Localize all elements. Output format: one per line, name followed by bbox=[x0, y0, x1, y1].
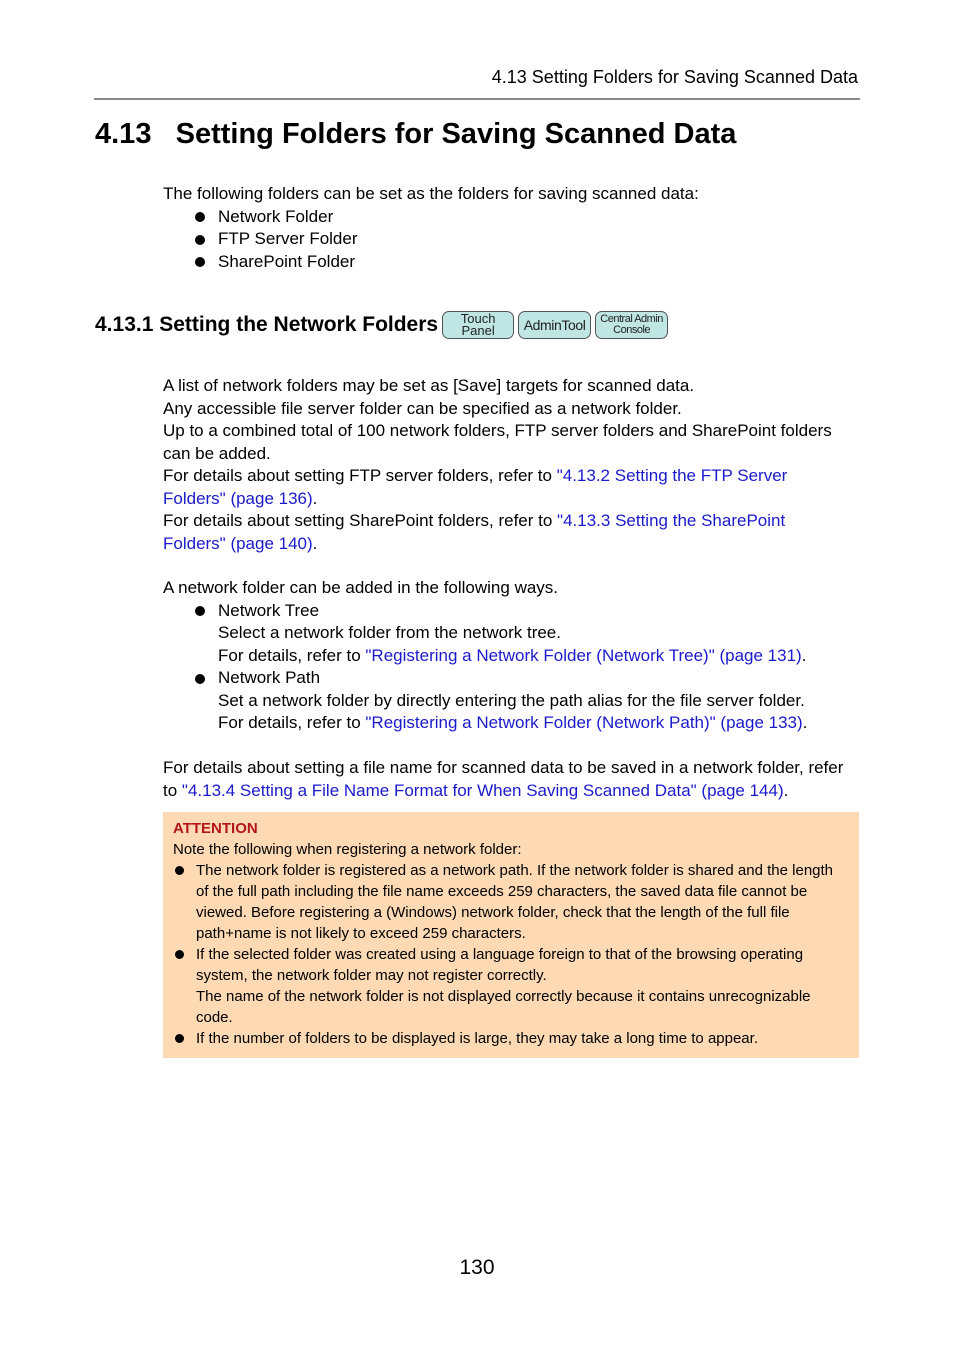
attention-box bbox=[163, 812, 859, 1058]
ftp-reference: For details about setting FTP server folders, refer to "4.13.2 Setting the FTP Server Folders" (page 136). bbox=[163, 466, 788, 508]
attention-title: ATTENTION bbox=[173, 820, 258, 837]
section-title: Setting Folders for Saving Scanned Data bbox=[175, 118, 737, 150]
paragraph: A list of network folders may be set as [Save] targets for scanned data. bbox=[163, 376, 695, 395]
network-tree-link[interactable]: "Registering a Network Folder (Network Tree)" (page 131) bbox=[365, 645, 802, 665]
method-desc: Set a network folder by directly entering the path alias for the file server folder. bbox=[218, 690, 805, 710]
admin-tool-badge: AdminTool bbox=[518, 311, 591, 339]
ftp-folders-link[interactable]: "4.13.2 Setting the FTP Server Folders" (page 136) bbox=[163, 466, 788, 508]
page-number: 130 bbox=[459, 1256, 495, 1279]
filename-block bbox=[163, 757, 859, 802]
list-item: If the selected folder was created using a language foreign to that of the browsing operating system, the network folder may not register correctly. The name of the network folder is not displayed correctly because it contains unrecognizable code. bbox=[173, 944, 849, 1028]
network-folder-description bbox=[163, 375, 859, 555]
intro-text: The following folders can be set as the folders for saving scanned data: bbox=[163, 184, 699, 203]
header-divider bbox=[94, 98, 860, 100]
method-desc: Select a network folder from the network tree. bbox=[218, 623, 561, 642]
add-methods-block bbox=[163, 577, 863, 735]
list-item: The network folder is registered as a network path. If the network folder is shared and the length of the full path including the file name exceeds 259 characters, the saved data file cannot be viewed. Before registering a (Windows) network folder, check that the length of the full file path+name is not likely to exceed 259 characters. bbox=[173, 860, 849, 944]
intro-block bbox=[163, 183, 863, 273]
sharepoint-reference: For details about setting SharePoint folders, refer to "4.13.3 Setting the SharePoint Folders" (page 140). bbox=[163, 511, 786, 553]
central-admin-console-badge: Central Admin Console bbox=[595, 311, 668, 339]
attention-note: The name of the network folder is not displayed correctly because it contains unrecognizable code. bbox=[196, 988, 811, 1026]
method-title: Network Path bbox=[218, 668, 321, 687]
attention-intro: Note the following when registering a network folder: bbox=[173, 841, 522, 858]
list-item bbox=[163, 600, 863, 623]
list-item: SharePoint Folder bbox=[163, 251, 863, 274]
attention-list bbox=[173, 860, 849, 1049]
section-number: 4.13 bbox=[95, 118, 152, 150]
ways-intro: A network folder can be added in the following ways. bbox=[163, 578, 559, 597]
method-reference: For details, refer to "Registering a Network Folder (Network Tree)" (page 131). bbox=[218, 645, 807, 665]
running-header: 4.13 Setting Folders for Saving Scanned Data bbox=[491, 67, 858, 87]
file-name-format-link[interactable]: "4.13.4 Setting a File Name Format for When Saving Scanned Data" (page 144) bbox=[181, 780, 784, 800]
list-item: FTP Server Folder bbox=[163, 228, 863, 251]
filename-reference: For details about setting a file name for scanned data to be saved in a network folder, refer to "4.13.4 Setting a File Name Format for When Saving Scanned Data" (page 144). bbox=[163, 758, 844, 800]
list-item: If the number of folders to be displayed is large, they may take a long time to appear. bbox=[173, 1028, 849, 1049]
method-reference: For details, refer to "Registering a Network Folder (Network Path)" (page 133). bbox=[218, 713, 808, 732]
paragraph: Up to a combined total of 100 network folders, FTP server folders and SharePoint folders can be added. bbox=[163, 421, 832, 463]
sharepoint-folders-link[interactable]: "4.13.3 Setting the SharePoint Folders" (page 140) bbox=[163, 511, 786, 553]
folder-type-list bbox=[163, 206, 863, 274]
paragraph: Any accessible file server folder can be specified as a network folder. bbox=[163, 398, 682, 418]
list-item: Network Folder bbox=[163, 206, 863, 229]
network-path-link[interactable]: "Registering a Network Folder (Network Path)" (page 133) bbox=[365, 713, 803, 732]
page-title bbox=[95, 114, 736, 154]
list-item bbox=[163, 667, 863, 690]
subsection-title: 4.13.1 Setting the Network Folders bbox=[95, 313, 439, 336]
subsection-heading bbox=[95, 310, 668, 340]
touch-panel-badge: Touch Panel bbox=[442, 311, 514, 339]
method-title: Network Tree bbox=[218, 600, 320, 620]
add-methods-list bbox=[163, 600, 863, 623]
